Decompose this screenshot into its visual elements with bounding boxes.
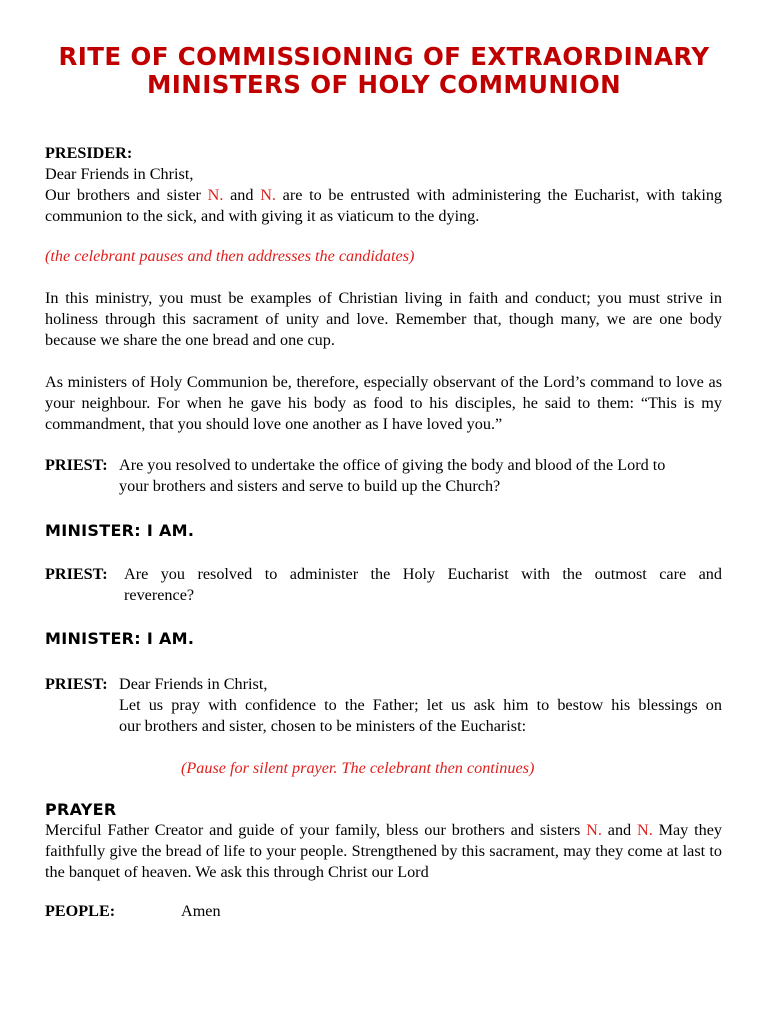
- priest-q1-line-1: Are you resolved to undertake the office of giving the body and blood of the Lord to: [119, 456, 666, 474]
- priest-question-1: [45, 455, 722, 497]
- priest-label: PRIEST:: [45, 565, 108, 583]
- title-line-1: RITE OF COMMISSIONING OF EXTRAORDINARY: [58, 42, 710, 71]
- prayer-text-before: Merciful Father Creator and guide of your family, bless our brothers and sisters: [45, 821, 587, 839]
- page-title: [0, 43, 768, 99]
- presider-and: and: [223, 186, 261, 204]
- priest-inv-line-3: our brothers and sister, chosen to be ministers of the Eucharist:: [119, 717, 527, 735]
- people-label: PEOPLE:: [45, 902, 116, 920]
- presider-text-before: Our brothers and sister: [45, 186, 208, 204]
- ministry-paragraph: In this ministry, you must be examples of Christian living in faith and conduct; you must strive in holiness through this sacrament of unity and love. Remember that, though many, we are one body because we share the one bread and one cup.: [45, 289, 722, 349]
- candidate-name-2: N.: [260, 186, 276, 204]
- presider-text-after: are to be entrusted with administering the Eucharist, with taking communion to the sick, and with giving it as viaticum to the dying.: [45, 186, 723, 225]
- presider-label: PRESIDER:: [45, 144, 133, 162]
- ministers-paragraph: As ministers of Holy Communion be, therefore, especially observant of the Lord’s command to love as your neighbour. For when he gave his body as food to his disciples, he said to them: “This is my commandment, that you should love one another as I have loved you.”: [45, 373, 722, 433]
- rubric-silent-prayer: (Pause for silent prayer. The celebrant then continues): [181, 759, 535, 777]
- priest-q2-line-2: reverence?: [124, 586, 195, 604]
- candidate-name-1: N.: [207, 186, 224, 204]
- priest-inv-line-1: Dear Friends in Christ,: [119, 675, 268, 693]
- priest-q2-line-1: Are you resolved to administer the Holy Eucharist with the outmost care and: [124, 565, 722, 583]
- prayer-text-after: May they faithfully give the bread of life to your people. Strengthened by this sacrament, may they come at last to the banquet of heaven. We ask this through Christ our Lord: [45, 821, 722, 881]
- priest-question-2: [45, 564, 722, 606]
- rubric-pause: (the celebrant pauses and then addresses the candidates): [45, 247, 415, 265]
- priest-invitation: [45, 674, 722, 737]
- prayer-name-1: N.: [586, 821, 602, 839]
- title-line-2: MINISTERS OF HOLY COMMUNION: [147, 70, 621, 99]
- priest-label: PRIEST:: [45, 675, 108, 693]
- prayer-text: [45, 820, 722, 883]
- minister-response-1: MINISTER: I AM.: [45, 521, 195, 540]
- minister-response-2: MINISTER: I AM.: [45, 629, 195, 648]
- presider-greeting: Dear Friends in Christ,: [45, 165, 194, 183]
- prayer-and: and: [601, 821, 637, 839]
- priest-label: PRIEST:: [45, 456, 108, 474]
- presider-section: [45, 143, 722, 227]
- people-amen: Amen: [181, 902, 221, 920]
- prayer-name-2: N.: [637, 821, 653, 839]
- prayer-heading: PRAYER: [45, 800, 117, 819]
- priest-q1-line-2: your brothers and sisters and serve to build up the Church?: [119, 477, 501, 495]
- people-response: [45, 901, 722, 922]
- priest-inv-line-2: Let us pray with confidence to the Father; let us ask him to bestow his blessings on: [119, 696, 722, 714]
